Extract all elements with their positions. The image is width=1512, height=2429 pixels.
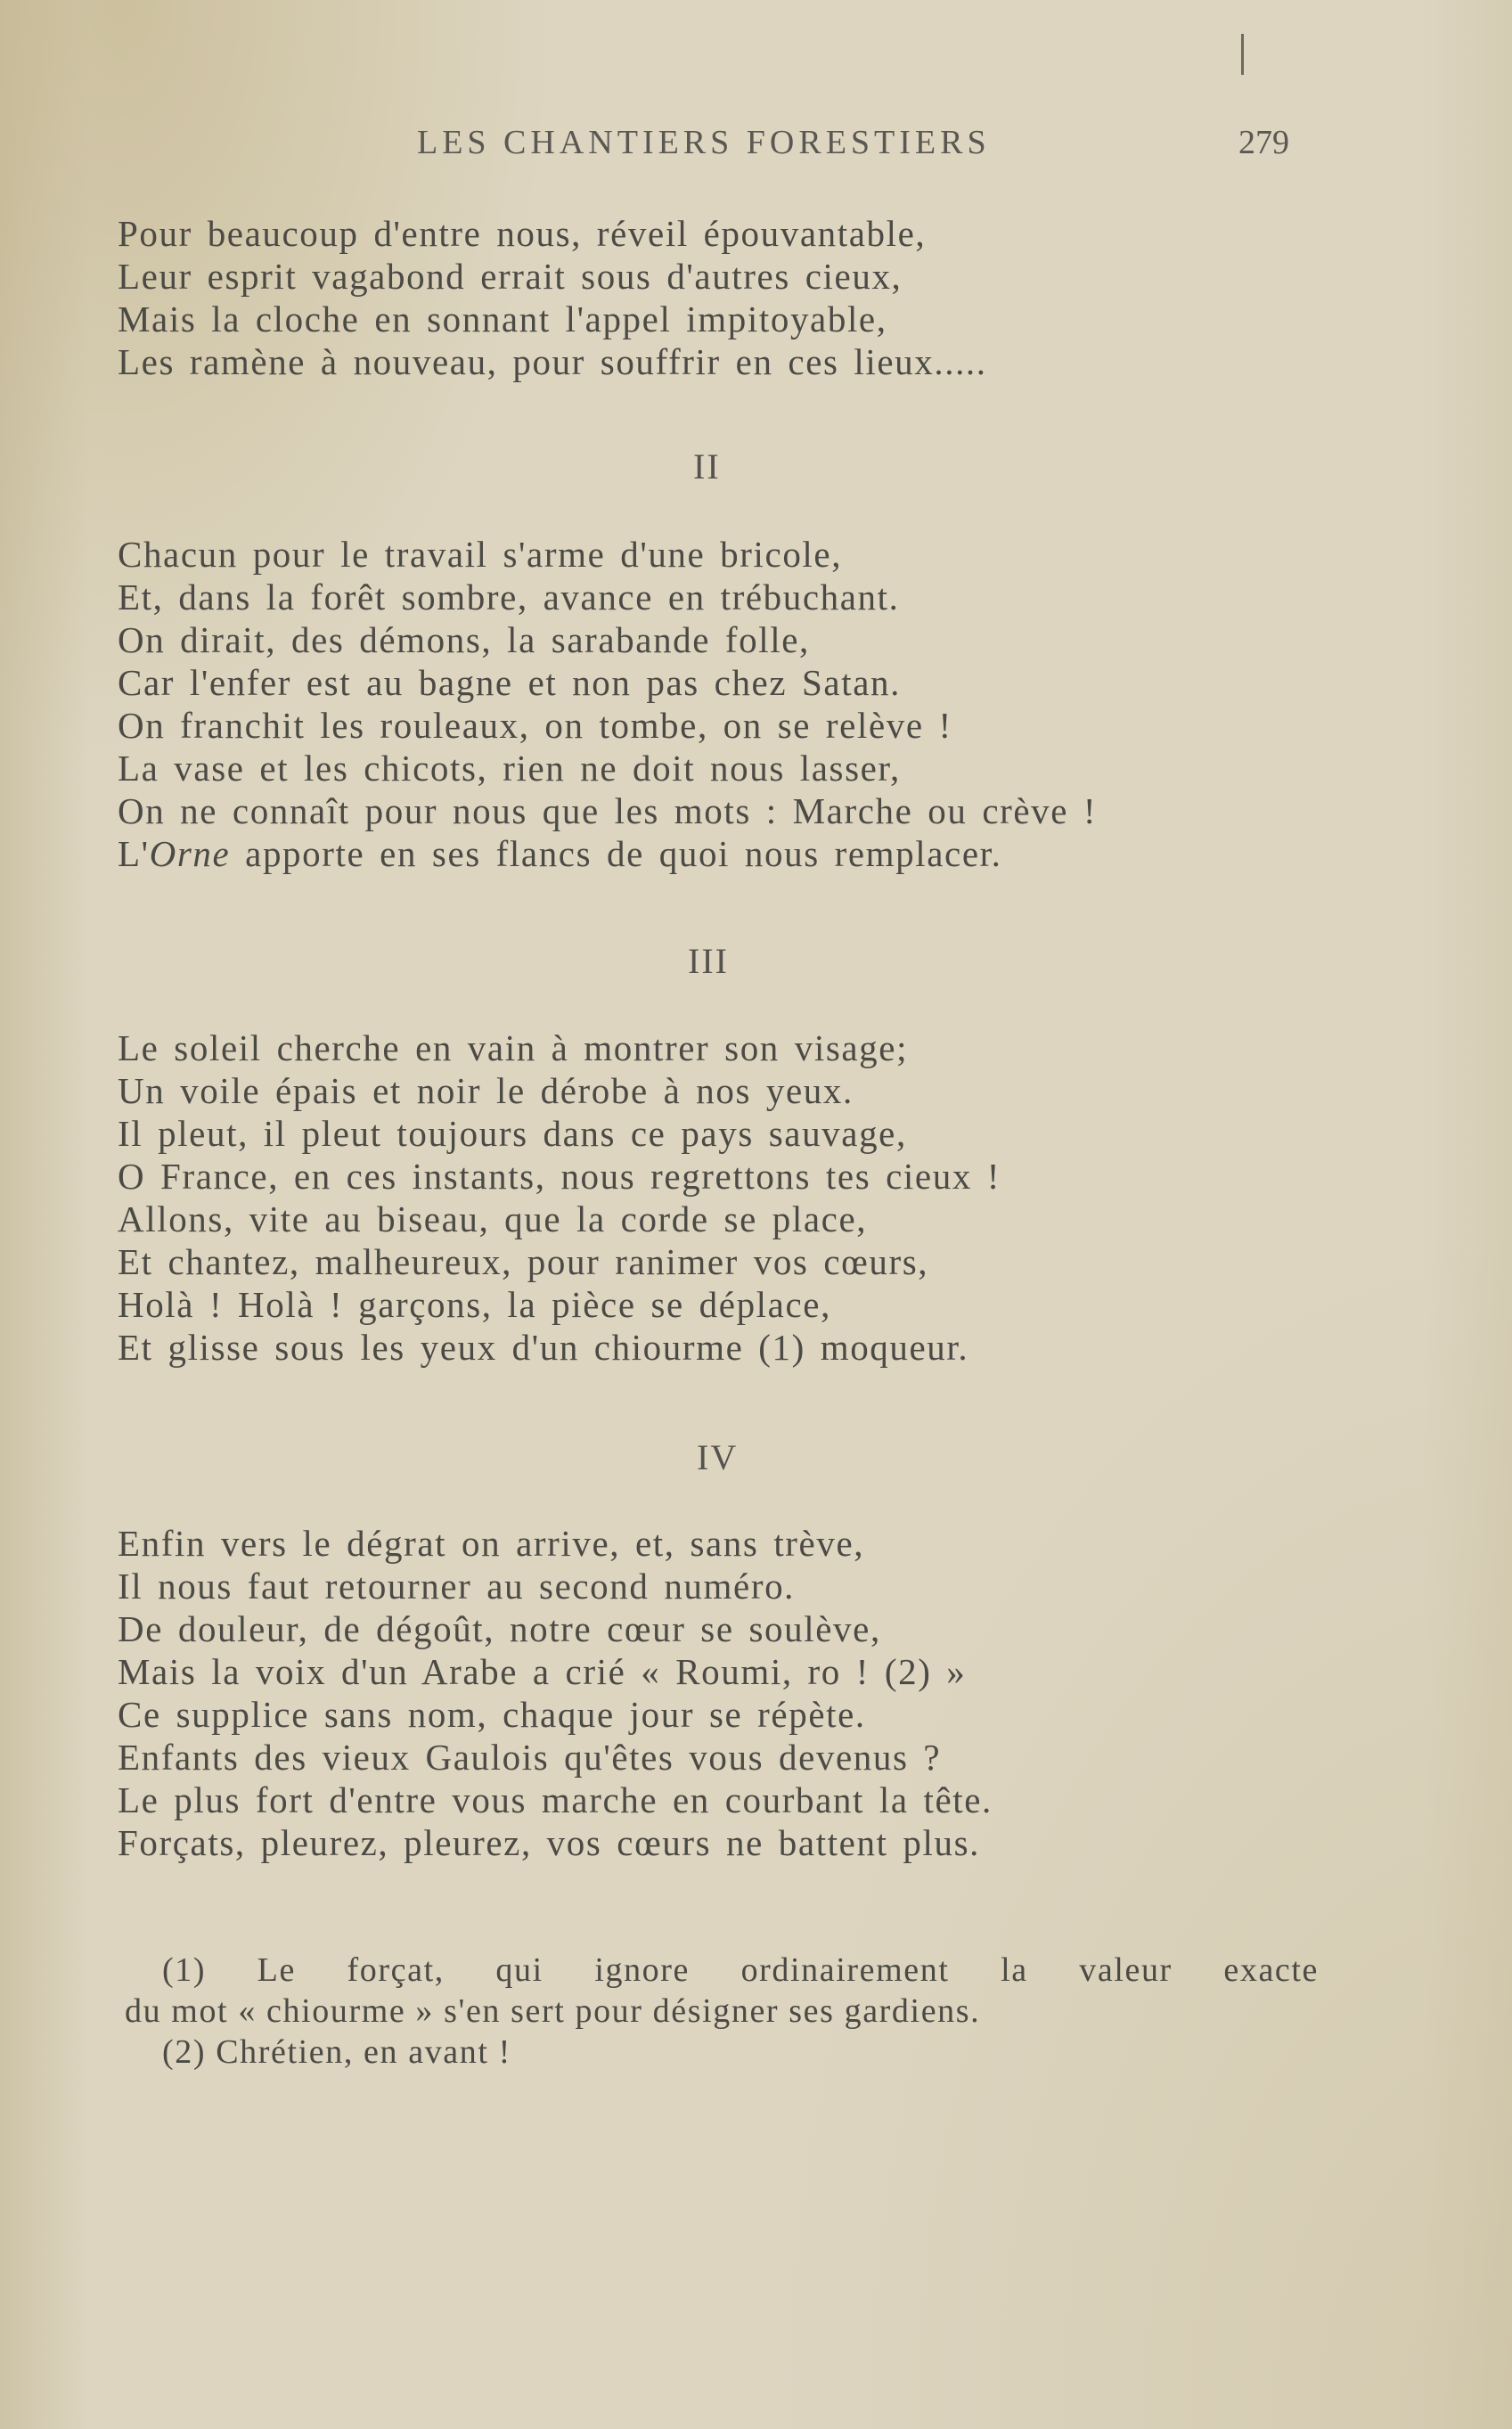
verse-line: Il pleut, il pleut toujours dans ce pays sauvage, (118, 1113, 907, 1154)
footnote-2: (2) Chrétien, en avant ! (162, 2033, 511, 2071)
verse-line: Et, dans la forêt sombre, avance en trébuchant. (118, 577, 900, 617)
verse-line: Le soleil cherche en vain à montrer son visage; (118, 1027, 909, 1068)
stanza-numeral-2: II (693, 446, 721, 487)
verse-line: Enfin vers le dégrat on arrive, et, sans trève, (118, 1523, 865, 1564)
verse-line: Et glisse sous les yeux d'un chiourme (1) moqueur. (118, 1327, 969, 1368)
verse-prefix: L' (118, 833, 150, 874)
verse-line: Le plus fort d'entre vous marche en courbant la tête. (118, 1779, 993, 1820)
verse-line: O France, en ces instants, nous regrettons tes cieux ! (118, 1156, 1001, 1197)
footnotes (125, 1950, 1319, 2073)
verse-line: Et chantez, malheureux, pour ranimer vos cœurs, (118, 1241, 929, 1282)
stanza-opening (118, 212, 987, 383)
stanza-numeral-4: IV (697, 1437, 739, 1477)
verse-line: Les ramène à nouveau, pour souffrir en ces lieux..... (118, 341, 987, 382)
verse-line: Enfants des vieux Gaulois qu'êtes vous devenus ? (118, 1737, 942, 1778)
verse-line-with-italic (118, 832, 1097, 875)
stanza-4 (118, 1522, 993, 1864)
verse-line: Holà ! Holà ! garçons, la pièce se déplace, (118, 1284, 831, 1325)
verse-rest: apporte en ses flancs de quoi nous remplacer. (230, 833, 1002, 874)
verse-line: Mais la cloche en sonnant l'appel impitoyable, (118, 299, 887, 339)
running-title: LES CHANTIERS FORESTIERS (417, 124, 991, 161)
verse-line: Allons, vite au biseau, que la corde se place, (118, 1198, 868, 1239)
verse-line: De douleur, de dégoût, notre cœur se soulève, (118, 1608, 881, 1649)
verse-line: On franchit les rouleaux, on tombe, on se relève ! (118, 705, 952, 746)
verse-line: La vase et les chicots, rien ne doit nous lasser, (118, 748, 901, 789)
verse-line: Un voile épais et noir le dérobe à nos yeux. (118, 1070, 854, 1111)
verse-line: Chacun pour le travail s'arme d'une bricole, (118, 534, 843, 575)
verse-line: On dirait, des démons, la sarabande folle, (118, 619, 810, 660)
verse-line: Leur esprit vagabond errait sous d'autres cieux, (118, 256, 903, 297)
ship-name: Orne (149, 833, 231, 874)
stanza-3 (118, 1026, 1001, 1369)
verse-line: Mais la voix d'un Arabe a crié « Roumi, ro ! (2) » (118, 1651, 967, 1692)
verse-line: Pour beaucoup d'entre nous, réveil épouvantable, (118, 213, 927, 254)
margin-mark (1241, 34, 1244, 75)
page-number: 279 (1238, 124, 1289, 161)
stanza-numeral-3: III (688, 941, 729, 981)
footnote-1-continued: du mot « chiourme » s'en sert pour désigner ses gardiens. (125, 1992, 981, 2030)
verse-line: On ne connaît pour nous que les mots : Marche ou crève ! (118, 790, 1098, 831)
verse-line: Il nous faut retourner au second numéro. (118, 1566, 796, 1607)
verse-line: Car l'enfer est au bagne et non pas chez Satan. (118, 662, 901, 703)
verse-line: Forçats, pleurez, pleurez, vos cœurs ne battent plus. (118, 1822, 981, 1863)
verse-line: Ce supplice sans nom, chaque jour se répète. (118, 1694, 866, 1735)
footnote-1: (1) Le forçat, qui ignore ordinairement la valeur exacte (162, 1951, 1319, 1989)
stanza-2 (118, 533, 1097, 875)
